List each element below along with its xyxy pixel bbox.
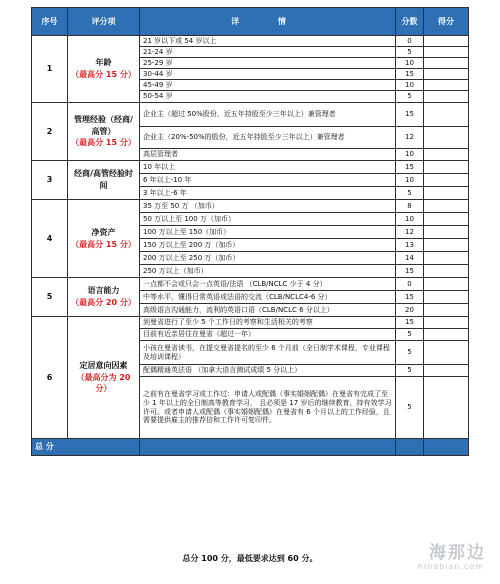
score-cell: 5 (396, 377, 424, 439)
got-score-cell[interactable] (424, 252, 469, 265)
score-cell: 5 (396, 329, 424, 341)
section-item-label: 语言能力 (87, 286, 120, 296)
got-score-cell[interactable] (424, 47, 469, 58)
detail-cell: 250 万以上（加币） (140, 265, 396, 278)
section-item (68, 161, 140, 200)
section-number: 2 (32, 103, 68, 161)
section-number: 3 (32, 161, 68, 200)
header-got: 得分 (424, 8, 469, 36)
got-score-cell[interactable] (424, 187, 469, 200)
got-score-cell[interactable] (424, 69, 469, 80)
detail-cell: 50 万以上至 100 万（加币） (140, 213, 396, 226)
table-row (32, 200, 469, 213)
got-score-cell[interactable] (424, 377, 469, 439)
got-score-cell[interactable] (424, 80, 469, 91)
total-row (32, 439, 469, 456)
score-cell: 5 (396, 365, 424, 377)
section-max-score: （最高分 15 分） (71, 239, 136, 249)
detail-cell: 到曼省进行了至少 5 个工作日的考察和生活相关的考察 (140, 317, 396, 329)
detail-cell: 中等水平，懂得日常英语或法语的交流（CLB/NCLC4-6 分） (140, 291, 396, 304)
detail-cell: 配偶精通英法语 （加拿大语言测试成绩 5 分以上） (140, 365, 396, 377)
detail-cell: 35 万至 50 万 （加币） (140, 200, 396, 213)
section-max-score: （最高分 15 分） (71, 138, 136, 148)
got-score-cell[interactable] (424, 149, 469, 161)
total-got (424, 439, 469, 456)
detail-cell: 企业主（超过 50%股份，近五年持股至少三年以上）兼管理者 (140, 103, 396, 127)
section-item (68, 200, 140, 278)
got-score-cell[interactable] (424, 200, 469, 213)
table-row (32, 161, 469, 174)
header-detail: 详 情 (140, 8, 396, 36)
score-cell: 10 (396, 80, 424, 91)
detail-cell: 一点都不会或只会一点英语/法语 （CLB/NCLC 少于 4 分） (140, 278, 396, 291)
score-cell: 13 (396, 239, 424, 252)
score-cell: 15 (396, 317, 424, 329)
detail-cell: 30-44 岁 (140, 69, 396, 80)
section-item-label: 年龄 (95, 58, 112, 68)
detail-cell: 21 岁以下或 54 岁以上 (140, 36, 396, 47)
section-max-score: （最高分 15 分） (71, 70, 136, 79)
got-score-cell[interactable] (424, 226, 469, 239)
section-item (68, 278, 140, 317)
detail-cell: 目前有近亲居住在曼省（超过一年） (140, 329, 396, 341)
detail-cell: 高层管理者 (140, 149, 396, 161)
got-score-cell[interactable] (424, 304, 469, 317)
got-score-cell[interactable] (424, 36, 469, 47)
got-score-cell[interactable] (424, 278, 469, 291)
got-score-cell[interactable] (424, 341, 469, 365)
got-score-cell[interactable] (424, 174, 469, 187)
detail-cell: 45-49 岁 (140, 80, 396, 91)
score-cell: 5 (396, 91, 424, 103)
score-cell: 15 (396, 291, 424, 304)
table-row (32, 278, 469, 291)
section-item-label: 经商/高管经验时间 (74, 169, 133, 190)
score-cell: 14 (396, 252, 424, 265)
detail-cell: 21-24 岁 (140, 47, 396, 58)
detail-cell: 150 万以上至 200 万（加币） (140, 239, 396, 252)
got-score-cell[interactable] (424, 91, 469, 103)
detail-cell: 10 年以上 (140, 161, 396, 174)
section-number: 4 (32, 200, 68, 278)
detail-cell: 50-54 岁 (140, 91, 396, 103)
section-item (68, 103, 140, 161)
watermark-url: hinabian.com (417, 562, 484, 571)
detail-cell: 小孩在曼省读书，在提交曼省提名的至少 6 个月前（全日制学术课程，专业课程及培训课程） (140, 341, 396, 365)
score-cell: 15 (396, 69, 424, 80)
total-detail (140, 439, 396, 456)
detail-cell: 25-29 岁 (140, 58, 396, 69)
table-row (32, 317, 469, 329)
got-score-cell[interactable] (424, 329, 469, 341)
got-score-cell[interactable] (424, 127, 469, 149)
table-body (32, 36, 469, 439)
score-cell: 15 (396, 265, 424, 278)
section-item-label: 净资产 (91, 227, 116, 237)
section-max-score: （最高分 20 分） (71, 298, 136, 307)
score-cell: 10 (396, 213, 424, 226)
section-number: 5 (32, 278, 68, 317)
got-score-cell[interactable] (424, 161, 469, 174)
got-score-cell[interactable] (424, 317, 469, 329)
table-row (32, 36, 469, 47)
section-item-label: 定居意向因素 (79, 361, 128, 371)
score-cell: 5 (396, 341, 424, 365)
score-cell: 8 (396, 200, 424, 213)
score-cell: 5 (396, 47, 424, 58)
total-label: 总 分 (32, 439, 140, 456)
got-score-cell[interactable] (424, 103, 469, 127)
section-max-score: （最高分为 20 分） (76, 372, 131, 394)
detail-cell: 6 年以上-10 年 (140, 174, 396, 187)
score-cell: 10 (396, 149, 424, 161)
section-number: 1 (32, 36, 68, 103)
detail-cell: 企业主（20%-50%的股份，近五年持股至少三年以上）兼管理者 (140, 127, 396, 149)
got-score-cell[interactable] (424, 365, 469, 377)
score-cell: 15 (396, 103, 424, 127)
score-cell: 0 (396, 278, 424, 291)
section-number: 6 (32, 317, 68, 439)
score-cell: 12 (396, 226, 424, 239)
header-row (32, 8, 469, 36)
total-score (396, 439, 424, 456)
score-cell: 0 (396, 36, 424, 47)
score-cell: 5 (396, 187, 424, 200)
detail-cell: 高级语言沟通能力，流利的英语口语（CLB/NCLC 6 分以上） (140, 304, 396, 317)
section-item (68, 317, 140, 439)
got-score-cell[interactable] (424, 239, 469, 252)
summary-note: 总分 100 分，最低要求达到 60 分。 (182, 554, 318, 563)
section-item-label: 管理经验（经商/高管） (74, 115, 133, 136)
header-score: 分数 (396, 8, 424, 36)
score-cell: 20 (396, 304, 424, 317)
detail-cell: 100 万以上至 150（加币） (140, 226, 396, 239)
section-item (68, 36, 140, 103)
watermark-logo: 海那边 (429, 543, 486, 563)
header-no: 序号 (32, 8, 68, 36)
header-item: 评分项 (68, 8, 140, 36)
score-table (31, 7, 469, 456)
score-cell: 10 (396, 58, 424, 69)
got-score-cell[interactable] (424, 291, 469, 304)
detail-cell: 200 万以上至 250 万（加币） (140, 252, 396, 265)
detail-cell: 之前有在曼省学习或工作过：申请人或配偶（事实婚姻配偶）在曼省有完成了至少 1 年以上的全日制高等教育学习， 且必须是 17 岁后的继续教育，持有效学习许可。或者申请人或配偶（事实婚姻配偶）在曼省有 6 个月以上的工作经验，且需要提供雇主的推荐信和工作许可复印件。 (140, 377, 396, 439)
got-score-cell[interactable] (424, 213, 469, 226)
score-cell: 10 (396, 174, 424, 187)
score-cell: 15 (396, 161, 424, 174)
got-score-cell[interactable] (424, 265, 469, 278)
table-row (32, 103, 469, 127)
got-score-cell[interactable] (424, 58, 469, 69)
detail-cell: 3 年以上-6 年 (140, 187, 396, 200)
score-cell: 12 (396, 127, 424, 149)
